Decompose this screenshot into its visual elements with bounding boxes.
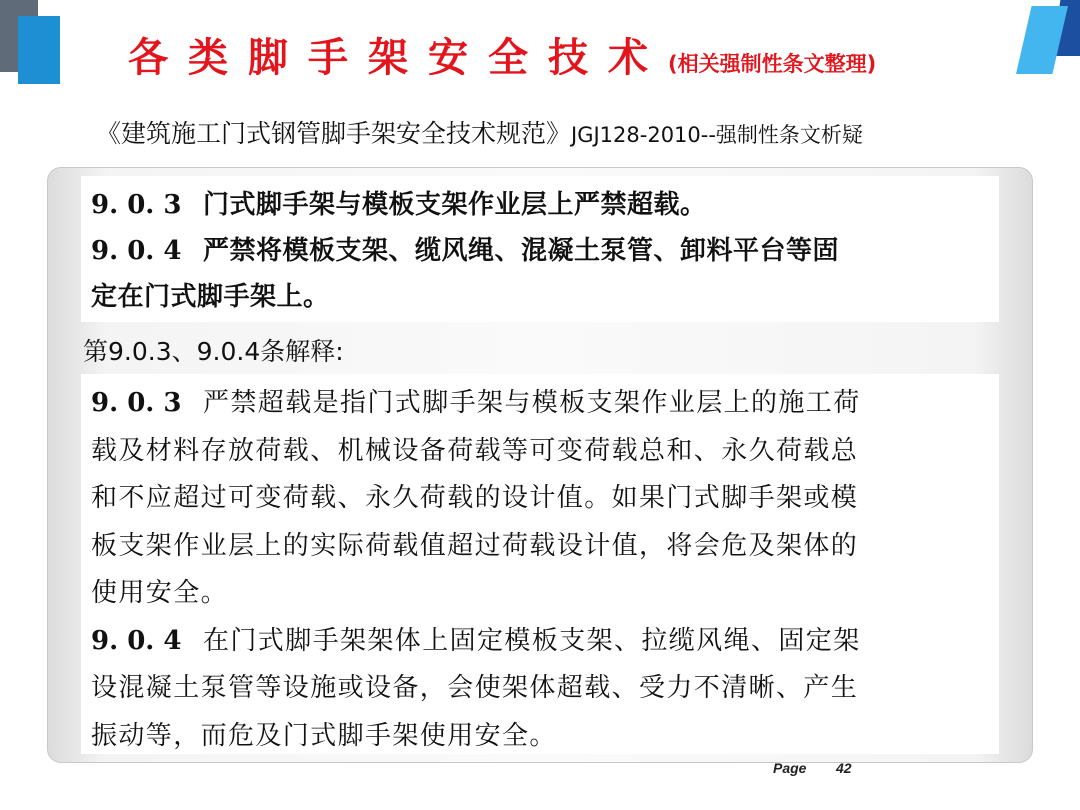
slide-subtitle: (相关强制性条文整理) — [668, 52, 877, 76]
explanation-line — [91, 618, 999, 666]
standard-name: 《建筑施工门式钢管脚手架安全技术规范》 — [96, 119, 572, 148]
explanation-number: 9. 0. 4 — [91, 625, 182, 656]
page-number: 42 — [836, 760, 852, 776]
slide-title-row — [128, 26, 876, 82]
explanation-line: 载及材料存放荷载、机械设备荷载等可变荷载总和、永久荷载总 — [91, 435, 859, 466]
corner-decoration-left-blue — [18, 16, 60, 84]
explanation-heading: 第9.0.3、9.0.4条解释: — [83, 337, 344, 366]
explanation-number: 9. 0. 3 — [91, 388, 182, 418]
clause-text: 门式脚手架与模板支架作业层上严禁超载。 — [203, 190, 707, 220]
explanation-text: 严禁超载是指门式脚手架与模板支架作业层上的施工荷 — [203, 388, 861, 418]
clause-number: 9. 0. 4 — [91, 236, 182, 266]
clause-text: 严禁将模板支架、缆风绳、混凝土泵管、卸料平台等固 — [203, 236, 840, 266]
page-label: Page — [773, 760, 807, 776]
clause-text: 定在门式脚手架上。 — [91, 282, 330, 312]
standard-title — [96, 114, 863, 150]
corner-decoration-right-blue — [1016, 6, 1068, 74]
clause-line — [91, 182, 999, 228]
slide-title: 各类脚手架安全技术 — [128, 35, 668, 81]
explanation-line: 板支架作业层上的实际荷载值超过荷载设计值，将会危及架体的 — [91, 530, 859, 561]
explanation-line: 设混凝土泵管等设施或设备，会使架体超载、受力不清晰、产生 — [91, 673, 859, 703]
standard-code: JGJ128-2010--强制性条文析疑 — [571, 123, 863, 147]
explanation-text: 在门式脚手架架体上固定模板支架、拉缆风绳、固定架 — [203, 625, 861, 656]
clause-number: 9. 0. 3 — [91, 190, 182, 220]
explanation-line: 和不应超过可变荷载、永久荷载的设计值。如果门式脚手架或模 — [91, 483, 859, 513]
clause-line — [91, 228, 999, 274]
explanation-box — [81, 374, 999, 754]
clause-line — [91, 274, 999, 320]
clause-box — [81, 176, 999, 322]
explanation-line: 使用安全。 — [91, 578, 229, 608]
explanation-line — [91, 380, 999, 428]
explanation-line: 振动等，而危及门式脚手架使用安全。 — [91, 720, 557, 751]
